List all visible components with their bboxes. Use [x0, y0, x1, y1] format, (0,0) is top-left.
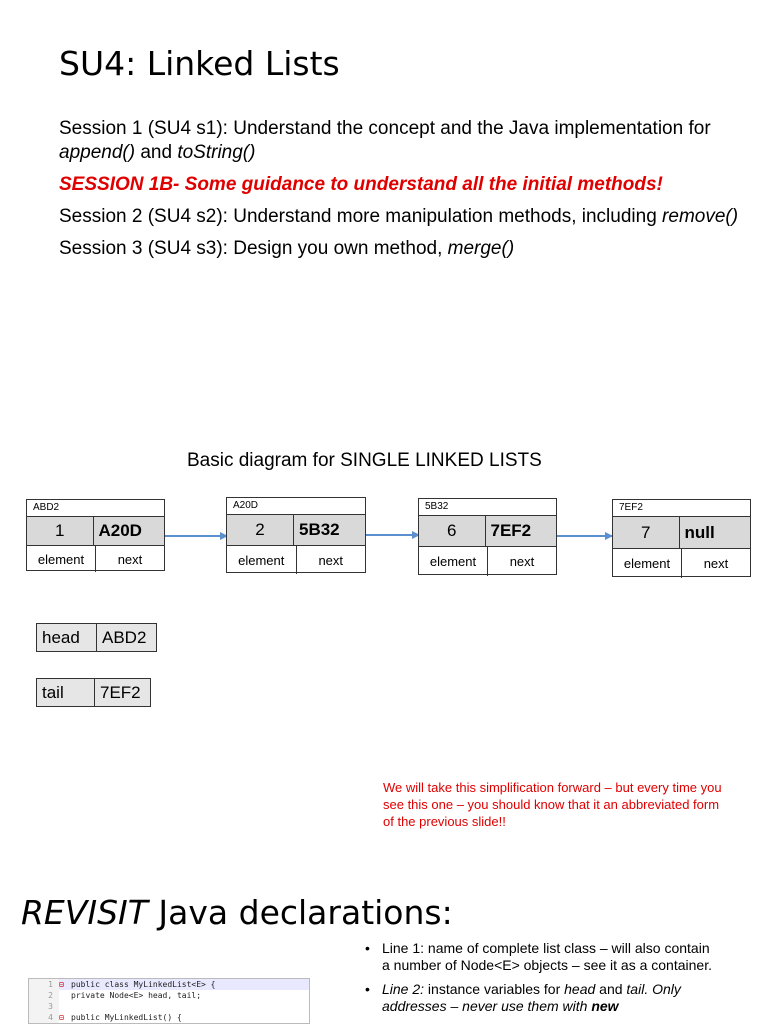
node-element-label: element: [419, 547, 488, 576]
tail-pointer: [36, 678, 151, 707]
node-next-value: null: [684, 522, 715, 542]
slide3-title: REVISIT Java declarations:: [21, 893, 453, 932]
code-snippet: [28, 978, 310, 1024]
list-node-2: [226, 497, 366, 573]
code-line: 3: [29, 1001, 309, 1012]
simplification-note: We will take this simplification forward – but every time you see this one – you should know that it an abbreviated form of the previous slide!!: [383, 780, 722, 829]
code-line: 2 private Node<E> head, tail;: [29, 990, 309, 1001]
slide1-title: SU4: Linked Lists: [59, 44, 340, 83]
head-pointer: [36, 623, 157, 652]
node-element-value: 1: [27, 517, 94, 545]
code-line: 1 ⊟ public class MyLinkedList<E> {: [29, 979, 309, 990]
session3-text: Session 3 (SU4 s3): Design you own method, merge(): [59, 238, 515, 259]
node-element-label: element: [613, 549, 682, 578]
node-element-value: 6: [419, 516, 486, 546]
bullet-line1: • Line 1: name of complete list class – will also contain a number of Node<E> objects – see it as a container.: [365, 940, 712, 973]
tail-value: 7EF2: [100, 682, 141, 702]
node-element-value: 2: [227, 515, 294, 545]
node-next-value: 7EF2: [490, 521, 532, 540]
node-address: ABD2: [27, 500, 164, 517]
node-next-value: A20D: [98, 521, 142, 540]
node-next-label: next: [318, 552, 344, 568]
node-element-label: element: [227, 546, 297, 574]
bullet-line2: • Line 2: instance variables for head and tail. Only addresses – never use them with new: [365, 981, 681, 1014]
head-label: head: [37, 624, 97, 651]
diagram-title: Basic diagram for SINGLE LINKED LISTS: [187, 450, 542, 471]
session1-text: Session 1 (SU4 s1): Understand the concept and the Java implementation for append() and toString(): [59, 118, 711, 163]
declaration-bullets: [365, 940, 720, 1022]
code-line: 4 ⊟ public MyLinkedList() {: [29, 1012, 309, 1023]
session2-text: Session 2 (SU4 s2): Understand more manipulation methods, including remove(): [59, 206, 739, 227]
tail-label: tail: [37, 679, 95, 706]
node-element-label: element: [27, 546, 96, 572]
node-address: 7EF2: [613, 500, 750, 517]
list-node-3: [418, 498, 557, 575]
list-node-1: [26, 499, 165, 571]
node-address: A20D: [227, 498, 365, 515]
node-next-label: next: [703, 556, 729, 571]
node-next-label: next: [117, 551, 143, 567]
head-value: ABD2: [102, 627, 147, 647]
session1b-text: SESSION 1B- Some guidance to understand all the initial methods!: [59, 174, 663, 195]
node-next-value: 5B32: [299, 520, 340, 539]
node-next-label: next: [509, 554, 535, 569]
list-node-4: [612, 499, 751, 577]
node-element-value: 7: [613, 517, 680, 548]
node-address: 5B32: [419, 499, 556, 516]
